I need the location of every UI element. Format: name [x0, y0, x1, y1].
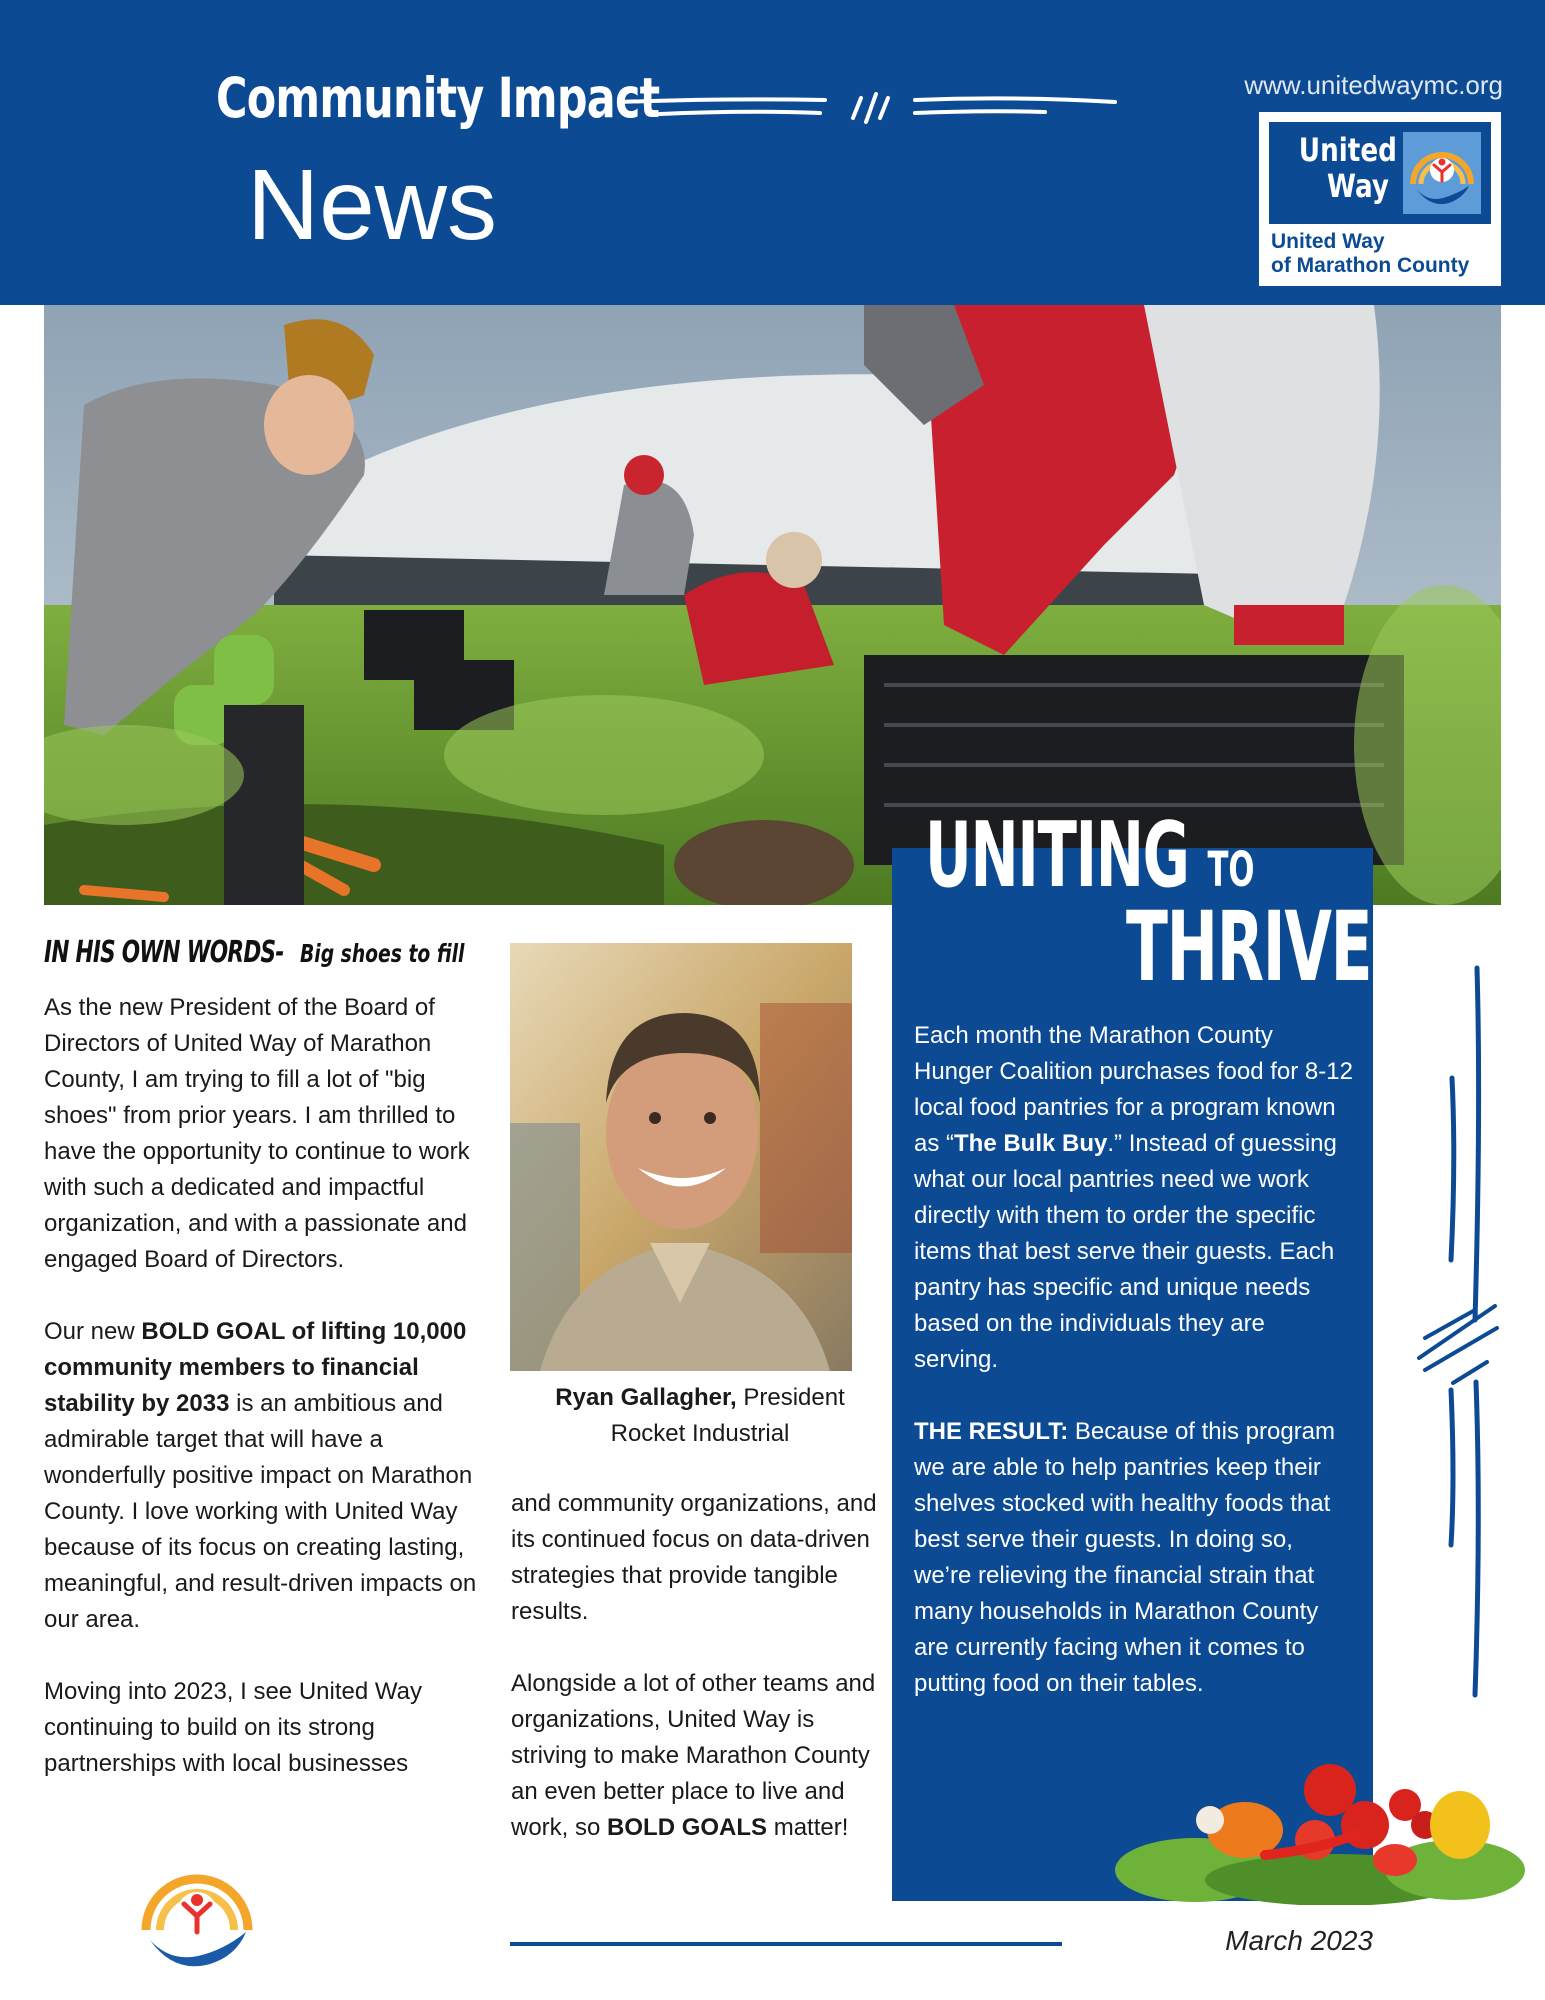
feature-heading-line1: UNITING TO	[925, 803, 1255, 908]
issue-date: March 2023	[1225, 1925, 1373, 1956]
logo-word-united: United	[1298, 131, 1397, 169]
header-decorative-lines	[615, 88, 1120, 138]
vegetables-illustration	[1115, 1730, 1535, 1905]
website-url[interactable]: www.unitedwaymc.org	[1244, 70, 1503, 100]
article-kicker	[44, 935, 504, 970]
portrait-photo	[510, 943, 852, 1371]
ryan-gallagher-portrait-image	[510, 943, 852, 1371]
united-way-emblem-icon	[140, 1860, 254, 1970]
caption-company: Rocket Industrial	[610, 1420, 790, 1447]
bold-goal-text: BOLD GOAL of lifting 10,000 community members to financial stability by 2033	[44, 1318, 467, 1417]
caption-name-line	[520, 1380, 880, 1416]
united-way-emblem-icon	[1403, 132, 1481, 214]
logo-emblem-panel	[1403, 132, 1481, 214]
caption-title: President	[736, 1384, 845, 1411]
bulk-buy-text: The Bulk Buy	[954, 1130, 1108, 1157]
hero-photo	[44, 305, 1501, 905]
article-left-column	[44, 990, 484, 1782]
newsletter-title-line1: Community Impact	[216, 66, 660, 130]
feature-heading-line2: THRIVE	[1126, 891, 1372, 1003]
logo-subtitle-line1: United Way	[1271, 230, 1385, 253]
logo-word-way: Way	[1326, 167, 1389, 205]
article-paragraph: Alongside a lot of other teams and organizations, United Way is striving to make Marathon County an even better place to live and work, so BOLD GOALS matter!	[511, 1670, 876, 1841]
caption-name: Ryan Gallagher,	[555, 1384, 737, 1411]
result-label: THE RESULT:	[914, 1418, 1069, 1445]
side-decorative-lines	[1405, 960, 1515, 1700]
feature-body	[914, 1018, 1354, 1702]
newsletter-title-line2: News	[246, 149, 498, 261]
article-middle-column	[511, 1486, 881, 1846]
feature-paragraph: Each month the Marathon County Hunger Coalition purchases food for 8-12 local food pantries for a program known as “The Bulk Buy.” Instead of guessing what our local pantries need we work directly with them to order the specific items that best serve their guests. Each pantry has specific and unique needs based on the individuals they are serving.	[914, 1022, 1353, 1373]
logo-subtitle-line2: of Marathon County	[1271, 254, 1470, 277]
header-banner	[0, 0, 1545, 305]
kicker-sub: Big shoes to fill	[300, 939, 465, 968]
logo-blue-panel	[1269, 122, 1491, 224]
portrait-caption	[520, 1380, 880, 1452]
feature-paragraph: THE RESULT: Because of this program we are able to help pantries keep their shelves stocked with healthy foods that best serve their guests. In doing so, we’re relieving the financial strain that many households in Marathon County are currently facing when it comes to putting food on their tables.	[914, 1418, 1336, 1697]
kicker-main: IN HIS OWN WORDS-	[44, 935, 284, 970]
united-way-logo	[1259, 112, 1501, 286]
article-paragraph: Moving into 2023, I see United Way continuing to build on its strong partnerships with local businesses	[44, 1678, 422, 1777]
article-paragraph: Our new BOLD GOAL of lifting 10,000 community members to financial stability by 2033 is an ambitious and admirable target that will have a wonderfully positive impact on Marathon County. I love working with United Way because of its focus on creating lasting, meaningful, and result-driven impacts on our area.	[44, 1318, 477, 1633]
article-paragraph: As the new President of the Board of Directors of United Way of Marathon County, I am trying to fill a lot of "big shoes" from prior years. I am thrilled to have the opportunity to continue to work with such a dedicated and impactful organization, and with a passionate and engaged Board of Directors.	[44, 994, 470, 1273]
footer-divider	[510, 1942, 1062, 1946]
article-paragraph: and community organizations, and its continued focus on data-driven strategies that provide tangible results.	[511, 1490, 877, 1625]
farm-harvest-image	[44, 305, 1501, 905]
bold-goals-text: BOLD GOALS	[607, 1814, 768, 1841]
